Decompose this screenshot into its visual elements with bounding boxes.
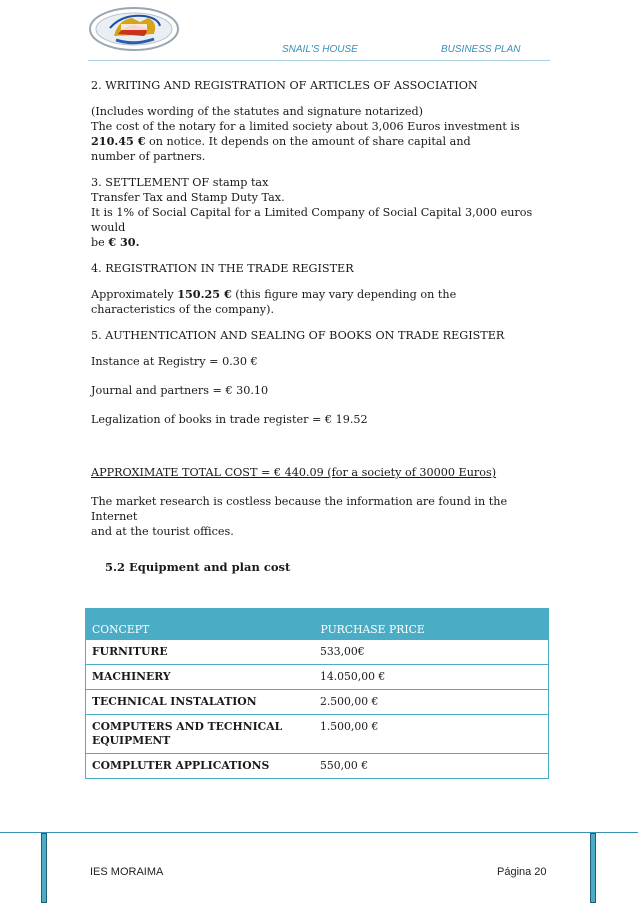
stamp-tax-amount: € 30.	[108, 235, 140, 249]
table-row	[86, 640, 549, 665]
footer-rule	[0, 832, 638, 833]
footer-left-bar	[41, 833, 47, 903]
cell-price: 550,00 €	[314, 754, 549, 779]
registration-amount: 150.25 €	[177, 287, 232, 301]
notary-amount: 210.45 €	[91, 134, 146, 148]
section-5-item: Instance at Registry = 0.30 €	[91, 355, 258, 368]
header-doc-type: BUSINESS PLAN	[441, 44, 521, 55]
section-4-line: characteristics of the company).	[91, 303, 275, 316]
cell-price: 14.050,00 €	[314, 665, 549, 690]
cell-concept: COMPUTERS AND TECHNICAL EQUIPMENT	[86, 715, 315, 754]
section-2-note: (Includes wording of the statutes and signature notarized)	[91, 105, 424, 118]
section-4-line: Approximately 150.25 € (this figure may vary depending on the	[91, 287, 457, 301]
section-4-title: 4. REGISTRATION IN THE TRADE REGISTER	[91, 262, 354, 275]
table-row	[86, 690, 549, 715]
cell-concept: FURNITURE	[86, 640, 315, 665]
section-5-item: Legalization of books in trade register = € 19.52	[91, 413, 368, 426]
section-3-line: Transfer Tax and Stamp Duty Tax.	[91, 191, 285, 204]
section-3-line: It is 1% of Social Capital for a Limited Company of Social Capital 3,000 euros would	[91, 206, 533, 234]
footer-right-bar	[590, 833, 596, 903]
footer-page-number: Página 20	[497, 866, 547, 878]
total-cost: APPROXIMATE TOTAL COST = € 440.09 (for a society of 30000 Euros)	[91, 466, 497, 479]
footer-school: IES MORAIMA	[90, 866, 164, 878]
market-research-line: and at the tourist offices.	[91, 525, 234, 538]
school-logo	[88, 6, 180, 52]
section-3-title: 3. SETTLEMENT OF stamp tax	[91, 176, 269, 189]
cell-concept: TECHNICAL INSTALATION	[86, 690, 315, 715]
page-body	[91, 78, 553, 575]
section-5-title: 5. AUTHENTICATION AND SEALING OF BOOKS ON TRADE REGISTER	[91, 329, 505, 342]
subsection-title: 5.2 Equipment and plan cost	[105, 560, 291, 574]
cell-price: 1.500,00 €	[314, 715, 549, 754]
header-rule	[88, 60, 550, 61]
column-header-concept: CONCEPT	[86, 609, 315, 640]
market-research-line: The market research is costless because the information are found in the Internet	[91, 495, 508, 523]
equipment-cost-table	[85, 608, 549, 779]
cell-concept: MACHINERY	[86, 665, 315, 690]
section-2-line: 210.45 € on notice. It depends on the amount of share capital and	[91, 134, 471, 148]
column-header-price: PURCHASE PRICE	[314, 609, 549, 640]
table-row	[86, 665, 549, 690]
cell-concept: COMPLUTER APPLICATIONS	[86, 754, 315, 779]
header-title: SNAIL'S HOUSE	[282, 44, 358, 55]
section-5-item: Journal and partners = € 30.10	[91, 384, 269, 397]
table-row	[86, 754, 549, 779]
table-row	[86, 715, 549, 754]
cell-price: 2.500,00 €	[314, 690, 549, 715]
section-2-line: number of partners.	[91, 150, 206, 163]
table-header-row	[86, 609, 549, 640]
section-3-line: be € 30.	[91, 235, 140, 249]
section-2-title: 2. WRITING AND REGISTRATION OF ARTICLES OF ASSOCIATION	[91, 79, 478, 92]
cell-price: 533,00€	[314, 640, 549, 665]
section-2-line: The cost of the notary for a limited society about 3,006 Euros investment is	[91, 120, 520, 133]
